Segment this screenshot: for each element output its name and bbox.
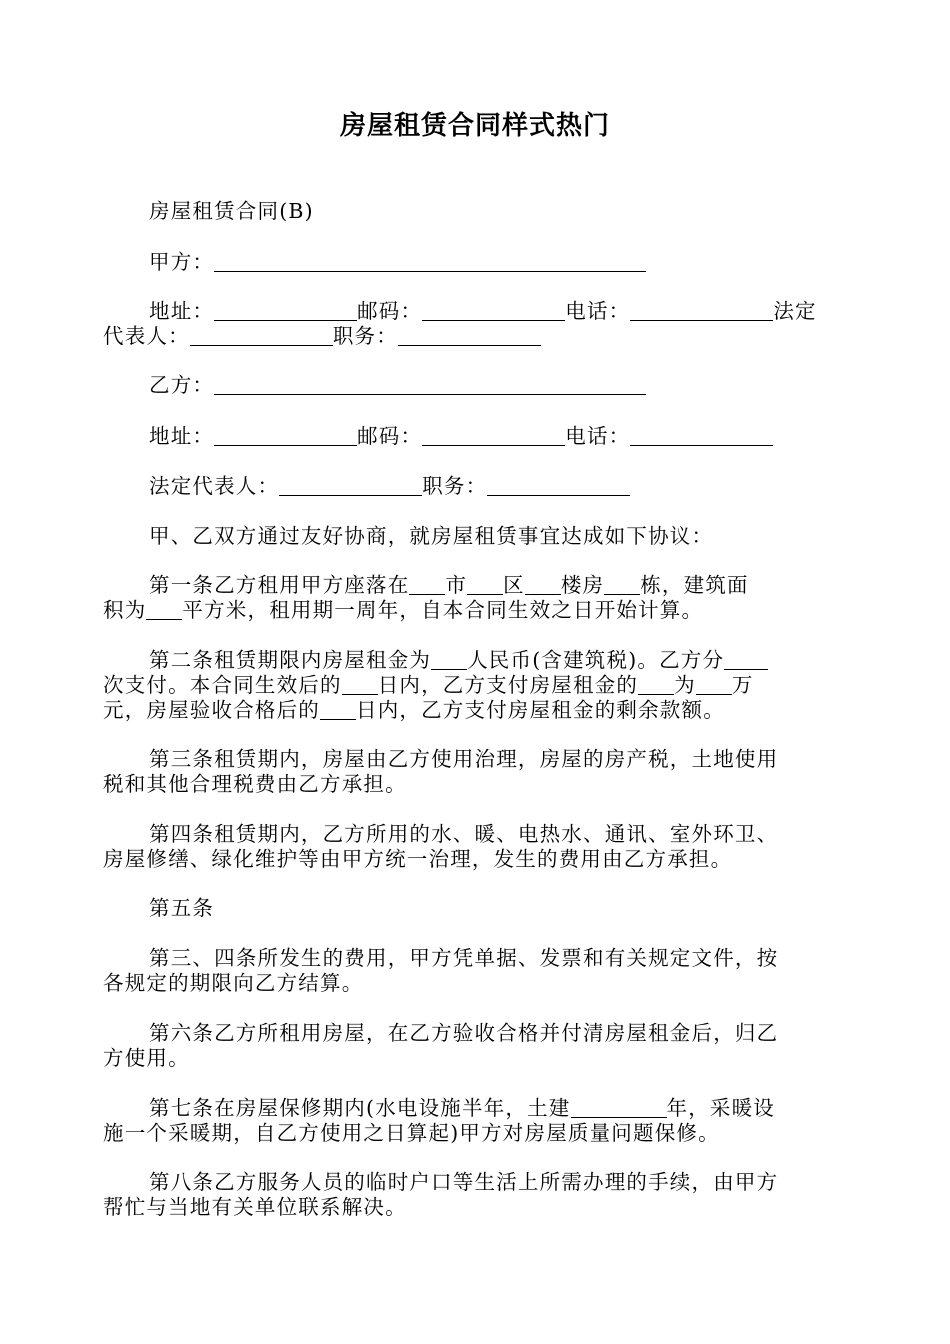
party-b-address-blank: [214, 425, 357, 446]
agreement-intro: 甲、乙双方通过友好协商，就房屋租赁事宜达成如下协议：: [149, 524, 714, 548]
party-a-legal-rep-blank: [190, 325, 333, 346]
document-title: 房屋租赁合同样式热门: [339, 111, 610, 141]
party-a-details: 地址： 邮码： 电话： 法定 代表人： 职务：: [103, 299, 817, 348]
party-a-label: 甲方：: [149, 250, 215, 274]
party-b-postcode-blank: [422, 425, 565, 446]
article-2: 第二条租赁期限内房屋租金为 人民币(含建筑税)。乙方分 次支付。本合同生效后的 日内，乙方支付房屋租金的 为 万 元，房屋验收合格后的 日内，乙方支付房屋租金的剩余款额。: [103, 648, 851, 723]
party-a-position-blank: [398, 325, 541, 346]
article-5-body: 第三、四条所发生的费用，甲方凭单据、发票和有关规定文件，按 各规定的期限向乙方结算。: [103, 946, 779, 995]
contract-subtitle: 房屋租赁合同(B): [149, 199, 314, 223]
party-b-position-blank: [487, 475, 630, 496]
party-a-blank: [214, 251, 646, 272]
party-a-phone-blank: [630, 300, 773, 321]
article-6: 第六条乙方所租用房屋，在乙方验收合格并付清房屋租金后，归乙 方使用。: [103, 1021, 779, 1070]
party-b-details: 地址： 邮码： 电话：: [103, 424, 851, 449]
party-b-blank: [214, 374, 646, 395]
party-b-line: [103, 373, 851, 398]
article-3: 第三条租赁期内，房屋由乙方使用治理，房屋的房产税，土地使用 税和其他合理税费由乙方承担。: [103, 747, 779, 796]
party-a-line: [103, 250, 851, 275]
party-a-address-blank: [214, 300, 357, 321]
party-b-phone-blank: [630, 425, 773, 446]
article-7: 第七条在房屋保修期内(水电设施半年，土建 年，采暖设 施一个采暖期，自乙方使用之日算起)甲方对房屋质量问题保修。: [103, 1096, 775, 1145]
article-8: 第八条乙方服务人员的临时户口等生活上所需办理的手续，由甲方 帮忙与当地有关单位联系解决。: [103, 1170, 779, 1219]
party-b-legal-rep-blank: [279, 475, 422, 496]
article-1: 第一条乙方租用甲方座落在 市 区 楼房 栋，建筑面 积为 平方米，租用期一周年，自本合同生效之日开始计算。: [103, 573, 749, 622]
party-a-postcode-blank: [422, 300, 565, 321]
party-b-label: 乙方：: [149, 373, 215, 397]
article-5-heading: 第五条: [149, 896, 215, 920]
article-4: 第四条租赁期内，乙方所用的水、暖、电热水、通讯、室外环卫、 房屋修缮、绿化维护等由甲方统一治理，发生的费用由乙方承担。: [103, 822, 779, 871]
party-b-representative: 法定代表人： 职务：: [103, 474, 851, 499]
